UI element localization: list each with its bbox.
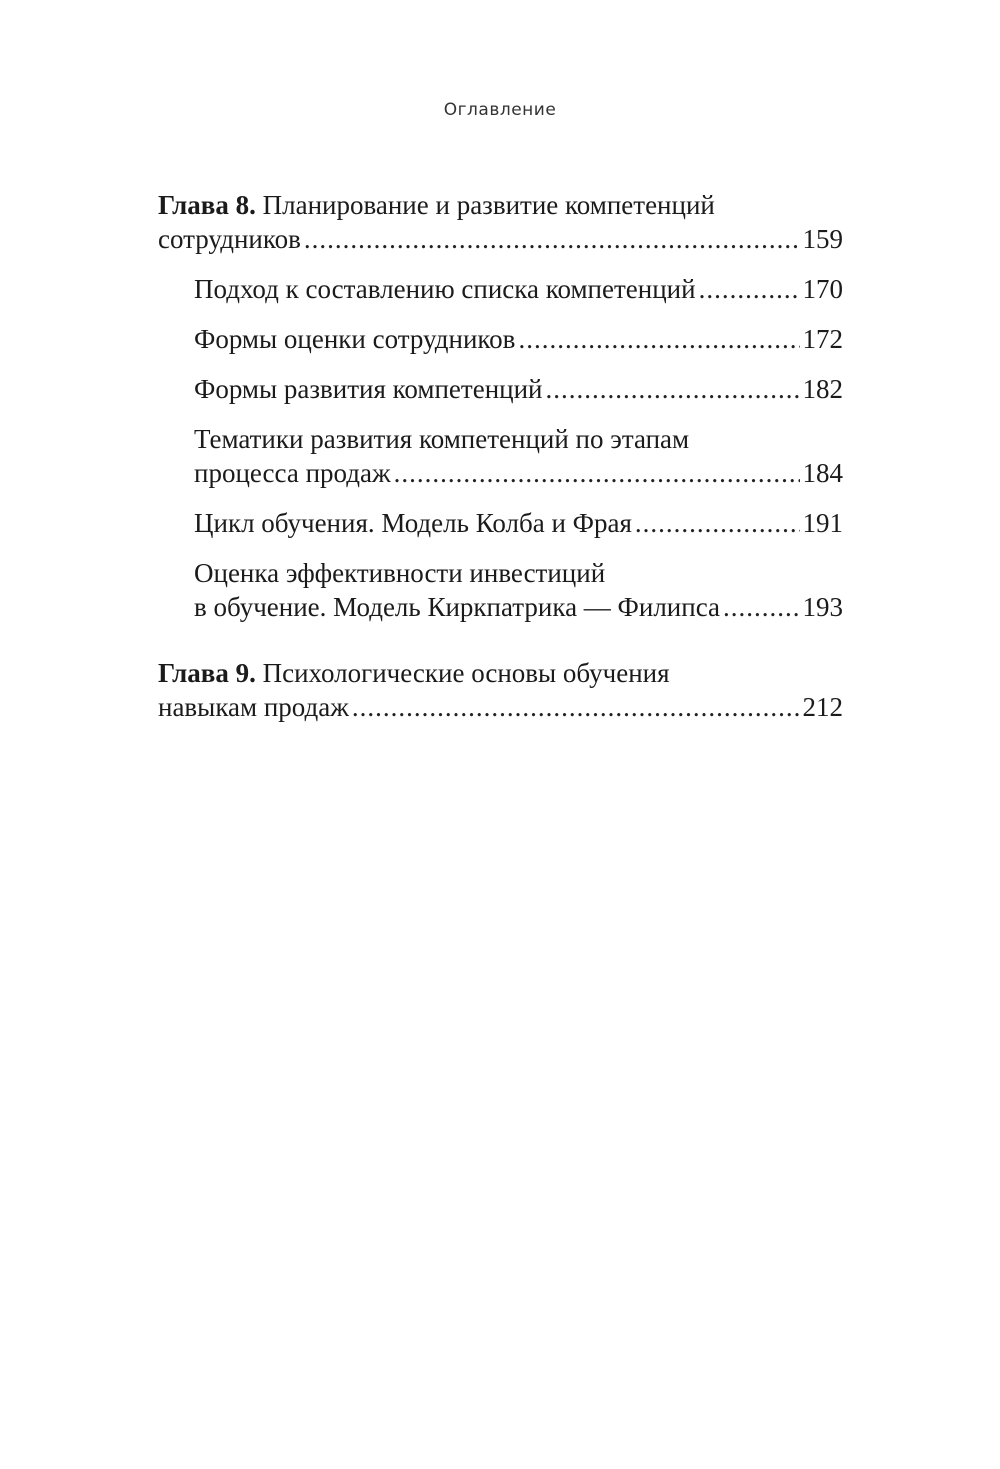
page-number: 191	[802, 508, 843, 538]
page-number: 172	[802, 324, 843, 354]
dot-leader	[352, 690, 800, 724]
dot-leader	[635, 506, 800, 540]
section-title-line-1: Тематики развития компетенций по этапам	[194, 424, 690, 454]
toc-section[interactable]	[158, 322, 843, 356]
dot-leader	[699, 272, 800, 306]
chapter-title-cont: навыкам продаж	[158, 692, 349, 722]
running-head: Оглавление	[443, 100, 557, 120]
toc-chapter-8[interactable]	[158, 188, 843, 256]
dot-leader	[518, 322, 799, 356]
dot-leader	[546, 372, 800, 406]
page-number: 182	[802, 374, 843, 404]
page-number: 170	[802, 274, 843, 304]
page-number: 193	[802, 592, 843, 622]
toc-chapter-9[interactable]	[158, 656, 843, 724]
chapter-title-line-1	[158, 656, 843, 690]
chapter-title-cont: сотрудников	[158, 224, 301, 254]
section-title-line-1: Оценка эффективности инвестиций	[194, 558, 606, 588]
dot-leader	[394, 456, 800, 490]
page-number: 159	[802, 224, 843, 254]
dot-leader	[304, 222, 800, 256]
page-number: 212	[802, 692, 843, 722]
chapter-label: Глава 9.	[158, 658, 256, 688]
toc-section[interactable]	[158, 422, 843, 490]
section-title: Цикл обучения. Модель Колба и Фрая	[194, 508, 632, 538]
toc-section[interactable]	[158, 272, 843, 306]
chapter-title-line-2	[158, 222, 843, 256]
toc-section[interactable]	[158, 556, 843, 624]
chapter-title-line-2	[158, 690, 843, 724]
section-title: Формы оценки сотрудников	[194, 324, 516, 354]
chapter-title-line-1	[158, 188, 843, 222]
section-title: процесса продаж	[194, 458, 391, 488]
table-of-contents	[158, 188, 843, 740]
section-title: Подход к составлению списка компетенций	[194, 274, 696, 304]
toc-section[interactable]	[158, 372, 843, 406]
section-title: Формы развития компетенций	[194, 374, 543, 404]
chapter-title: Планирование и развитие компетенций	[262, 190, 715, 220]
toc-section[interactable]	[158, 506, 843, 540]
chapter-label: Глава 8.	[158, 190, 256, 220]
section-title: в обучение. Модель Киркпатрика — Филипса	[194, 592, 720, 622]
chapter-title: Психологические основы обучения	[262, 658, 670, 688]
page-number: 184	[802, 458, 843, 488]
dot-leader	[723, 590, 800, 624]
